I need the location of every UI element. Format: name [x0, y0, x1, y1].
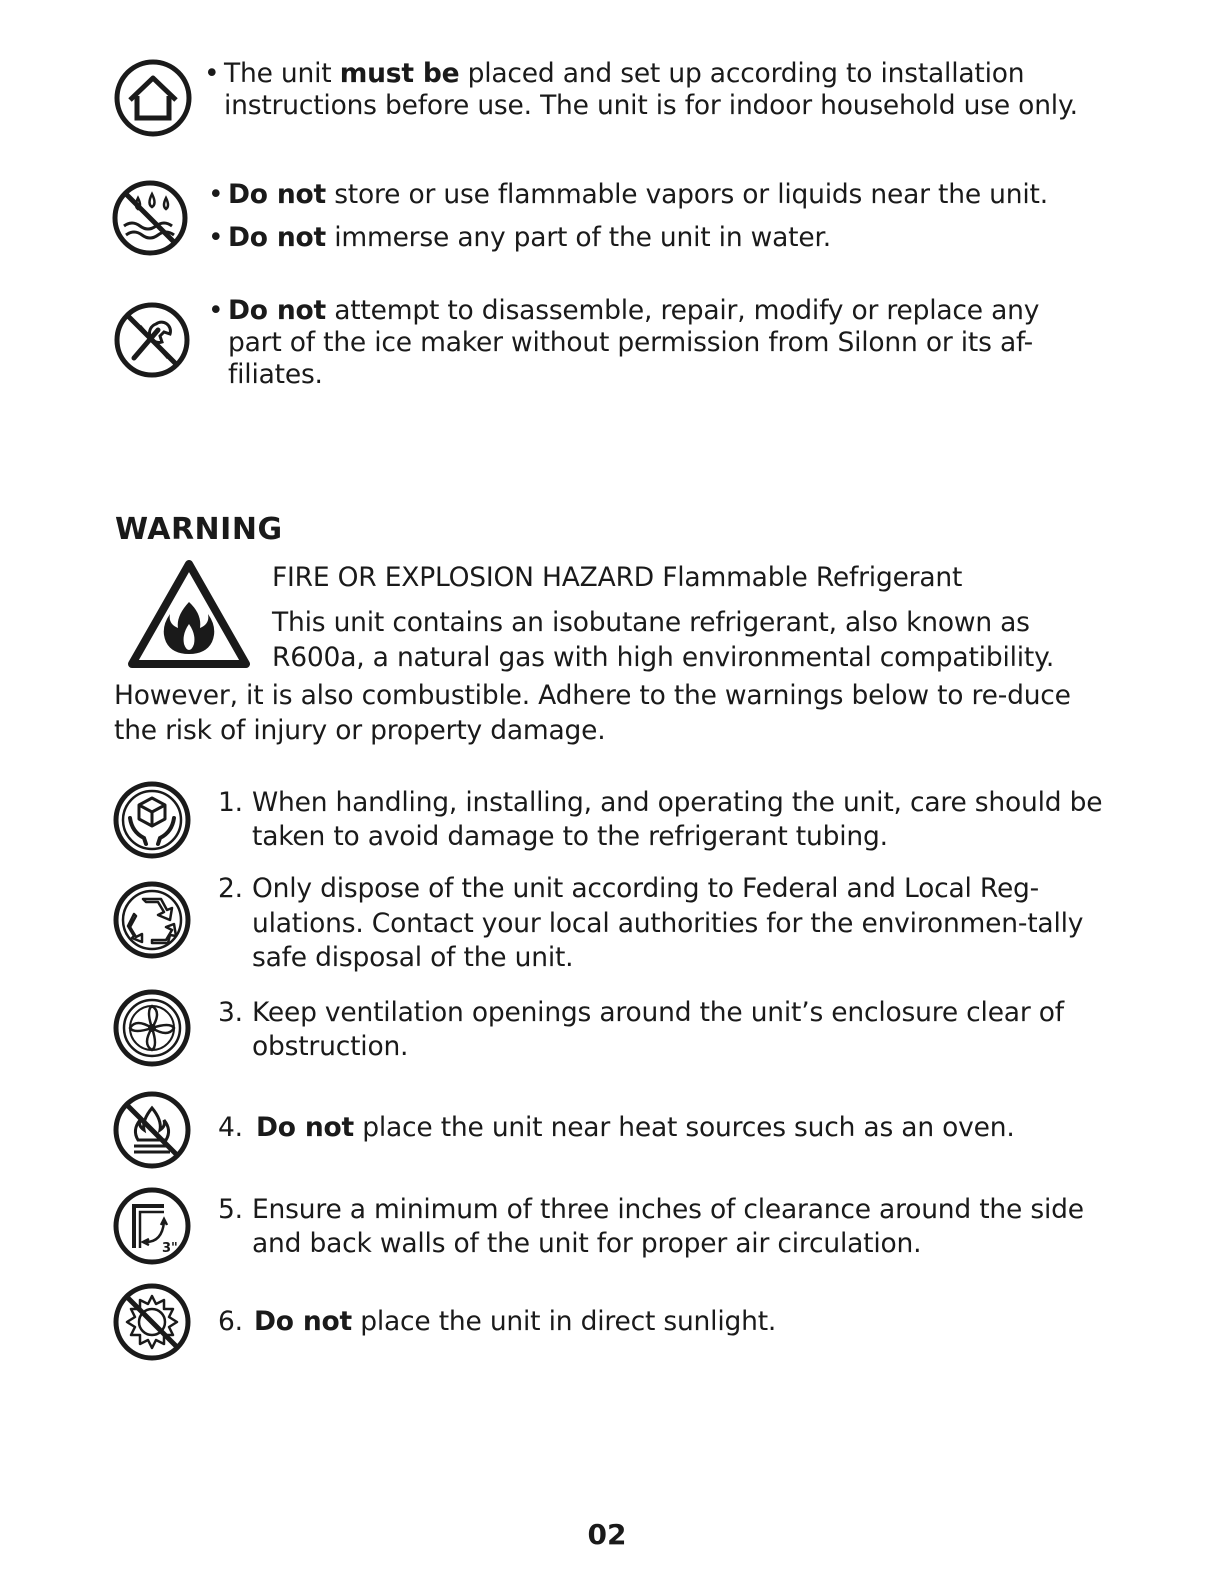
hazard-title: FIRE OR EXPLOSION HAZARD Flammable Refrigerant — [272, 562, 963, 593]
item-2: 2. Only dispose of the unit according to Federal and Local Reg-ulations. Contact your local authorities for the environmen-tally safe disposal of the unit. — [218, 873, 1084, 973]
rule-water: • Do not immerse any part of the unit in water. — [208, 222, 831, 253]
hazard-para-line2: R600a, a natural gas with high environmental compatibility. — [272, 642, 1055, 673]
item-4: 4. Do not place the unit near heat sources such as an oven. — [218, 1112, 1015, 1143]
item-5: 5. Ensure a minimum of three inches of clearance around the side and back walls of the unit for proper air circulation. — [218, 1194, 1084, 1259]
handle-with-care-icon — [112, 780, 192, 860]
warning-heading: WARNING — [115, 512, 283, 547]
no-sunlight-icon — [112, 1282, 192, 1362]
rule-flammable: • Do not store or use flammable vapors or liquids near the unit. — [208, 179, 1048, 210]
item-1: 1. When handling, installing, and operating the unit, care should be taken to avoid damage to the refrigerant tubing. — [218, 787, 1103, 852]
recycle-icon — [112, 880, 192, 960]
no-repair-tools-icon — [112, 300, 192, 380]
ventilation-fan-icon — [112, 988, 192, 1068]
home-icon — [113, 58, 193, 138]
no-heat-source-icon — [112, 1090, 192, 1170]
clearance-icon — [112, 1186, 192, 1266]
fire-hazard-icon — [126, 558, 252, 672]
item-3: 3. Keep ventilation openings around the unit’s enclosure clear of obstruction. — [218, 997, 1064, 1062]
no-flammable-liquids-icon — [110, 178, 190, 258]
item-6: 6. Do not place the unit in direct sunlight. — [218, 1306, 777, 1337]
page-number: 02 — [587, 1518, 627, 1551]
rule-disassemble: • Do not attempt to disassemble, repair, modify or replace any part of the ice maker without permission from Silonn or its af-filiates. — [208, 295, 1040, 390]
clearance-label: 3" — [162, 1241, 178, 1256]
hazard-para-rest: However, it is also combustible. Adhere to the warnings below to re-duce the risk of injury or property damage. — [114, 680, 1071, 746]
rule-placement: • The unit must be placed and set up according to installation instructions before use. The unit is for indoor household use only. — [204, 58, 1078, 121]
hazard-para-line1: This unit contains an isobutane refrigerant, also known as — [272, 607, 1030, 638]
